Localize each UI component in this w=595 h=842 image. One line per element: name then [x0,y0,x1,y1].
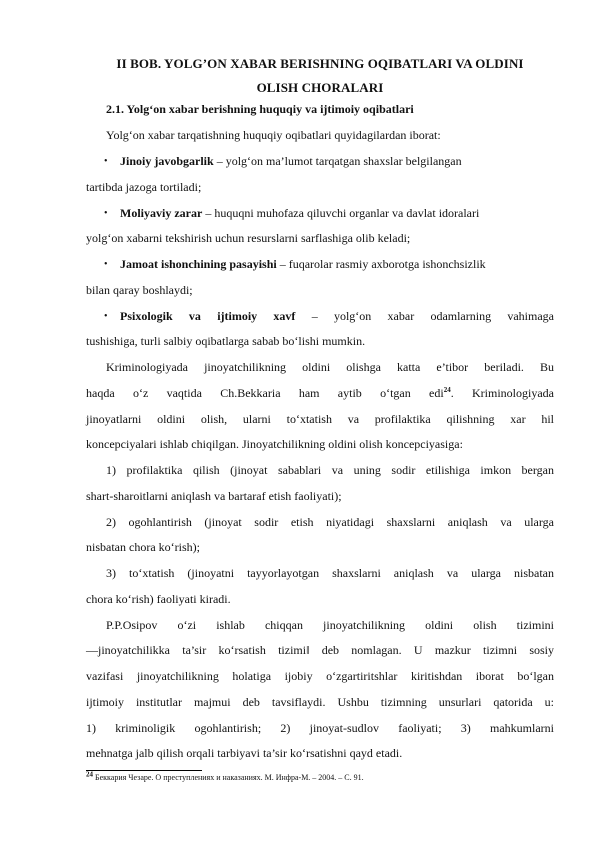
bullet-item-4-continuation: tushishiga, turli salbiy oqibatlarga sabab bo‘lishi mumkin. [86,334,366,348]
paragraph-2-line-1: P.P.Osipov o‘zi ishlab chiqqan jinoyatchilikning oldini olish tizimini [106,618,554,632]
footnote-separator [86,770,202,771]
bullet-icon: • [104,156,108,167]
footnote-mark: 24 [86,770,93,779]
paragraph-2-line-5: 1) kriminoligik ogohlantirish; 2) jinoyat-sudlov faoliyati; 3) mahkumlarni [86,721,554,735]
bullet-item-1: Jinoiy javobgarlik – yolg‘on ma’lumot tarqatgan shaxslar belgilangan [120,154,462,168]
chapter-title [86,52,554,100]
paragraph-2-line-3: vazifasi jinoyatchilikning holatiga ijobiy o‘zgartiritshlar kiritishdan iborat bo‘lgan [86,669,554,683]
footnote-text: Беккария Чезаре. О преступлениях и наказаниях. М. Инфра-М. – 2004. – С. 91. [93,773,364,782]
chapter-title-line-2: OLISH CHORALARI [256,80,384,95]
bullet-item-2-continuation: yolg‘on xabarni tekshirish uchun resurslarni sarflashiga olib keladi; [86,231,411,245]
bullet-icon: • [104,311,108,322]
bullet-item-4: Psixologik va ijtimoiy xavf – yolg‘on xabar odamlarning vahimaga [120,309,554,323]
list-item-3-continuation: chora ko‘rish) faoliyati kiradi. [86,592,231,606]
footnote-reference[interactable]: 24 [443,386,451,394]
list-item-3: 3) to‘xtatish (jinoyatni tayyorlayotgan shaxslarni aniqlash va ularga nisbatan [106,566,554,580]
bullet-item-1-continuation: tartibda jazoga tortiladi; [86,180,202,194]
paragraph-1-line-2: haqda o‘z vaqtida Ch.Bekkaria ham aytib o‘tgan edi$^{24}$. Kriminologiyada [86,386,554,400]
paragraph-2-line-6: mehnatga jalb qilish orqali tarbiyavi ta’sir ko‘rsatishni qayd etadi. [86,746,403,760]
paragraph-1-line-4: koncepciyalari ishlab chiqilgan. Jinoyatchilikning oldini olish koncepciyasiga: [86,437,463,451]
section-intro: Yolg‘on xabar tarqatishning huquqiy oqibatlari quyidagilardan iborat: [106,128,441,142]
chapter-title-line-1: II BOB. YOLG’ON XABAR BERISHNING OQIBATLARI VA OLDINI [116,56,524,71]
list-item-2: 2) ogohlantirish (jinoyat sodir etish niyatidagi shaxslarni aniqlash va ularga [106,515,554,529]
bullet-item-3-continuation: bilan qaray boshlaydi; [86,283,193,297]
list-item-1-continuation: shart-sharoitlarni aniqlash va bartaraf etish faoliyati); [86,489,342,503]
bullet-icon: • [104,208,108,219]
section-subtitle: 2.1. Yolg‘on xabar berishning huquqiy va ijtimoiy oqibatlari [106,102,414,116]
list-item-1: 1) profilaktika qilish (jinoyat sabablari va uning sodir etilishiga imkon bergan [106,463,554,477]
bullet-item-2: Moliyaviy zarar – huquqni muhofaza qiluvchi organlar va davlat idoralari [120,206,480,220]
bullet-icon: • [104,259,108,270]
paragraph-2-line-2: ―jinoyatchilikka ta’sir ko‘rsatish tizimi‖ deb nomlagan. U mazkur tizimni sosiy [86,643,554,657]
paragraph-1-line-1: Kriminologiyada jinoyatchilikning oldini olishga katta e’tibor beriladi. Bu [106,360,554,374]
bullet-item-3: Jamoat ishonchining pasayishi – fuqarolar rasmiy axborotga ishonchsizlik [120,257,486,271]
paragraph-1-line-3: jinoyatlarni oldini olish, ularni to‘xtatish va profilaktika qilishning xar hil [86,412,554,426]
list-item-2-continuation: nisbatan chora ko‘rish); [86,540,200,554]
footnote [86,772,364,784]
paragraph-2-line-4: ijtimoiy institutlar majmui deb tavsiflaydi. Ushbu tizimning unsurlari qatorida u: [86,695,554,709]
